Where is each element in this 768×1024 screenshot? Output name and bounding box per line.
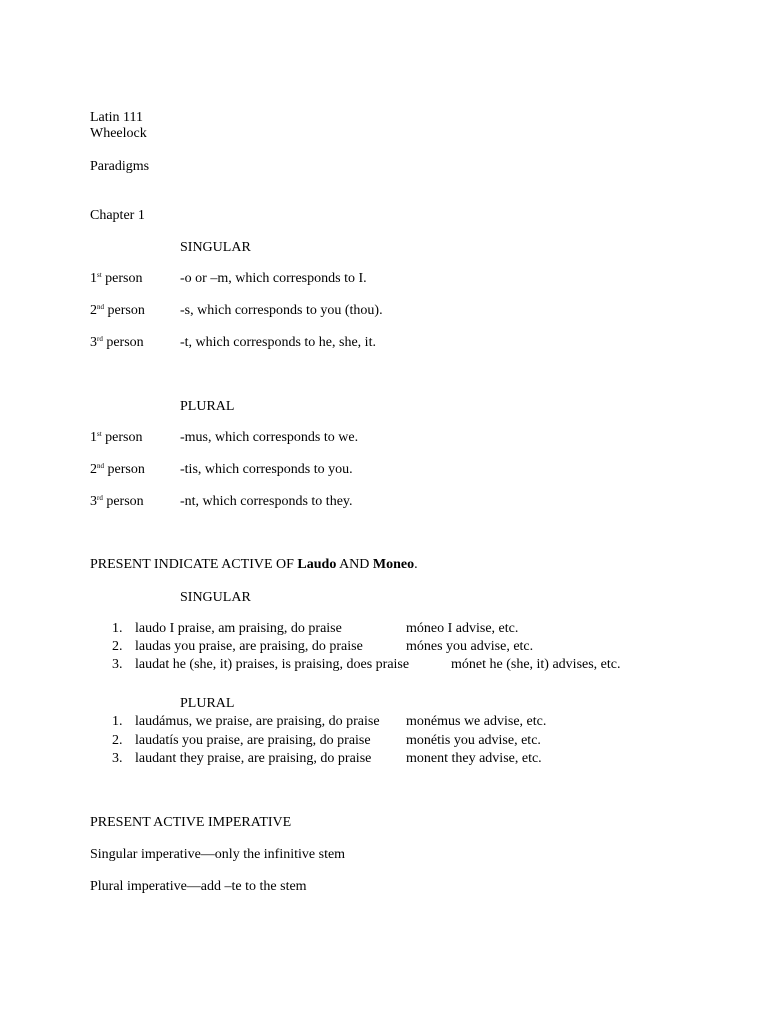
moneo-form: monétis you advise, etc.	[406, 733, 541, 748]
laudo-form: laudo I praise, am praising, do praise	[135, 621, 342, 636]
person-label-2-pl: 2nd person	[90, 462, 145, 477]
list-number: 3.	[112, 751, 123, 766]
person-label-3-sg: 3rd person	[90, 335, 144, 350]
ending-desc-3-sg: -t, which corresponds to he, she, it.	[180, 335, 376, 350]
laudo-form: laudatís you praise, are praising, do praise	[135, 733, 371, 748]
ending-desc-2-pl: -tis, which corresponds to you.	[180, 462, 353, 477]
person-label-1-pl: 1st person	[90, 430, 143, 445]
present-indicative-heading: PRESENT INDICATE ACTIVE OF Laudo AND Moneo.	[90, 557, 418, 572]
laudo-form: laudas you praise, are praising, do praise	[135, 639, 363, 654]
singular-label: SINGULAR	[180, 240, 251, 255]
moneo-form: monémus we advise, etc.	[406, 714, 547, 729]
person-label-3-pl: 3rd person	[90, 494, 144, 509]
moneo-form: móneo I advise, etc.	[406, 621, 519, 636]
page-title: Paradigms	[90, 159, 150, 174]
moneo-form: monent they advise, etc.	[406, 751, 542, 766]
plural-imperative-note: Plural imperative—add –te to the stem	[90, 879, 307, 894]
person-label-1-sg: 1st person	[90, 271, 143, 286]
person-label-2-sg: 2nd person	[90, 303, 145, 318]
textbook-name: Wheelock	[90, 126, 147, 141]
ending-desc-3-pl: -nt, which corresponds to they.	[180, 494, 353, 509]
chapter-heading: Chapter 1	[90, 208, 145, 223]
laudo-form: laudámus, we praise, are praising, do praise	[135, 714, 380, 729]
laudo-form: laudant they praise, are praising, do praise	[135, 751, 372, 766]
moneo-form: mónet he (she, it) advises, etc.	[451, 657, 621, 672]
course-title: Latin 111	[90, 110, 144, 125]
imperative-heading: PRESENT ACTIVE IMPERATIVE	[90, 815, 292, 830]
list-number: 2.	[112, 733, 123, 748]
present-singular-label: SINGULAR	[180, 590, 251, 605]
singular-imperative-note: Singular imperative—only the infinitive stem	[90, 847, 346, 862]
list-number: 3.	[112, 657, 123, 672]
list-number: 1.	[112, 621, 123, 636]
present-plural-label: PLURAL	[180, 696, 235, 711]
ending-desc-1-sg: -o or –m, which corresponds to I.	[180, 271, 367, 286]
moneo-form: mónes you advise, etc.	[406, 639, 534, 654]
ending-desc-1-pl: -mus, which corresponds to we.	[180, 430, 359, 445]
laudo-form: laudat he (she, it) praises, is praising, does praise	[135, 657, 410, 672]
ending-desc-2-sg: -s, which corresponds to you (thou).	[180, 303, 383, 318]
list-number: 1.	[112, 714, 123, 729]
plural-label: PLURAL	[180, 399, 235, 414]
list-number: 2.	[112, 639, 123, 654]
